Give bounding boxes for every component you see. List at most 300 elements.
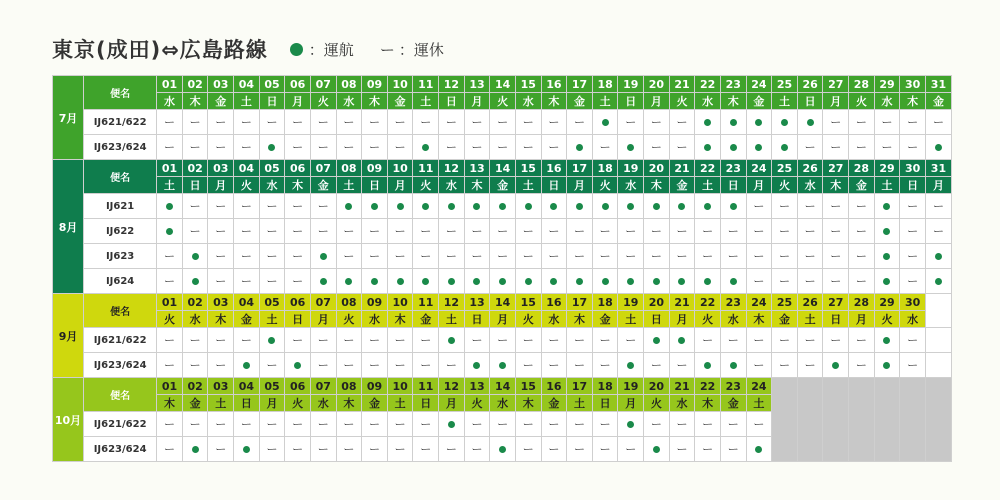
operate-dot-icon [653,337,660,344]
month-block-2 [53,160,952,294]
day-of-week: 月 [259,395,285,412]
suspend-cell: ー [746,219,772,244]
suspend-cell: ー [439,110,465,135]
suspend-cell: ー [413,244,439,269]
day-number: 19 [618,378,644,395]
day-number: 11 [413,76,439,93]
suspend-cell: ー [285,219,311,244]
day-number: 02 [182,160,208,177]
operate-cell [413,269,439,294]
suspend-cell: ー [772,328,798,353]
suspend-cell: ー [362,110,388,135]
day-of-week: 水 [259,177,285,194]
day-number: 22 [695,76,721,93]
suspend-cell: ー [720,412,746,437]
suspend-cell: ー [567,437,593,462]
operate-dot-icon [576,144,583,151]
suspend-cell: ー [823,269,849,294]
suspend-cell: ー [900,353,926,378]
operate-dot-icon [166,228,173,235]
suspend-cell: ー [669,412,695,437]
day-of-week: 金 [592,311,618,328]
day-of-week: 日 [720,177,746,194]
suspend-cell: ー [720,437,746,462]
flight-header-label: 便名 [84,378,157,412]
day-number: 19 [618,160,644,177]
suspend-cell: ー [208,328,234,353]
day-number: 14 [490,160,516,177]
suspend-cell: ー [285,437,311,462]
flight-number: IJ621/622 [84,328,157,353]
day-of-week: 水 [336,93,362,110]
suspend-cell: ー [336,244,362,269]
suspend-cell: ー [208,412,234,437]
day-number: 22 [695,160,721,177]
day-number: 03 [208,160,234,177]
operate-dot-icon [883,228,890,235]
operate-dot-icon [883,362,890,369]
day-number: 31 [925,76,951,93]
suspend-cell: ー [285,194,311,219]
empty-cell [925,328,951,353]
suspend-cell: ー [618,437,644,462]
day-number: 30 [900,76,926,93]
operate-dot-icon [627,278,634,285]
day-number: 21 [669,160,695,177]
flight-row [53,353,952,378]
flight-number: IJ623/624 [84,437,157,462]
day-number: 04 [234,76,260,93]
flight-row [53,194,952,219]
day-of-week: 木 [157,395,183,412]
operate-cell [925,269,951,294]
operate-cell [592,194,618,219]
suspend-cell: ー [234,269,260,294]
suspend-cell: ー [387,353,413,378]
suspend-cell: ー [336,110,362,135]
day-number: 12 [439,294,465,311]
day-number: 27 [823,294,849,311]
operate-cell [695,194,721,219]
operate-cell [336,269,362,294]
day-number: 16 [541,378,567,395]
day-of-week: 金 [387,93,413,110]
suspend-cell: ー [874,110,900,135]
suspend-cell: ー [439,353,465,378]
suspend-cell: ー [234,219,260,244]
suspend-cell: ー [797,244,823,269]
day-number: 07 [310,294,336,311]
operate-dot-icon [602,278,609,285]
operate-dot-icon [550,203,557,210]
operate-cell [874,219,900,244]
month-label: 9月 [53,294,84,378]
suspend-cell: ー [439,437,465,462]
suspend-cell: ー [567,244,593,269]
day-of-week: 火 [490,93,516,110]
day-of-week: 金 [208,93,234,110]
operate-cell [874,194,900,219]
day-of-week: 水 [797,177,823,194]
day-of-week: 木 [746,311,772,328]
operate-cell [490,269,516,294]
suspend-cell: ー [285,412,311,437]
day-number: 03 [208,294,234,311]
day-of-week: 月 [490,311,516,328]
operate-cell [336,194,362,219]
day-of-week: 日 [464,311,490,328]
day-of-week: 木 [644,177,670,194]
day-of-week: 火 [644,395,670,412]
operate-dot-icon [883,337,890,344]
flight-number: IJ623/624 [84,353,157,378]
suspend-cell: ー [310,353,336,378]
day-of-week: 土 [695,177,721,194]
day-of-week: 金 [669,177,695,194]
suspend-cell: ー [387,219,413,244]
suspend-cell: ー [669,353,695,378]
operate-dot-icon [730,144,737,151]
day-number: 05 [259,378,285,395]
suspend-cell: ー [490,328,516,353]
suspend-cell: ー [849,135,875,160]
suspend-cell: ー [618,328,644,353]
suspend-cell: ー [157,269,183,294]
day-number: 21 [669,378,695,395]
operate-dot-icon [935,278,942,285]
legend-suspend-label: ：運休 [398,40,444,59]
operate-cell [618,269,644,294]
suspend-cell: ー [849,244,875,269]
day-number: 09 [362,160,388,177]
suspend-cell: ー [823,219,849,244]
day-of-week: 木 [362,93,388,110]
day-of-week: 日 [439,93,465,110]
month-label: 8月 [53,160,84,294]
operate-cell [259,328,285,353]
suspend-cell: ー [669,244,695,269]
day-of-week: 金 [413,311,439,328]
day-of-week: 火 [285,395,311,412]
day-of-week: 木 [900,93,926,110]
day-of-week: 土 [413,93,439,110]
suspend-cell: ー [259,194,285,219]
day-of-week: 土 [592,93,618,110]
suspend-cell: ー [464,135,490,160]
operate-dot-icon [627,203,634,210]
day-number: 24 [746,160,772,177]
suspend-cell: ー [464,437,490,462]
day-of-week: 土 [234,93,260,110]
day-of-week: 日 [285,311,311,328]
day-of-week: 金 [567,93,593,110]
suspend-cell: ー [541,437,567,462]
suspend-cell: ー [849,194,875,219]
operate-cell [362,194,388,219]
operate-cell [515,194,541,219]
operate-dot-icon [320,253,327,260]
operate-cell [746,110,772,135]
operate-cell [234,353,260,378]
day-of-week: 月 [849,311,875,328]
operate-dot-icon [678,278,685,285]
operate-cell [695,110,721,135]
operate-dot-icon [192,278,199,285]
day-number: 25 [772,294,798,311]
day-number: 10 [387,378,413,395]
operate-cell [439,412,465,437]
day-of-week: 火 [669,93,695,110]
operate-cell [720,194,746,219]
day-of-week: 金 [541,395,567,412]
suspend-cell: ー [490,412,516,437]
suspend-cell: ー [464,412,490,437]
suspend-cell: ー [259,353,285,378]
legend [290,39,444,60]
suspend-cell: ー [387,328,413,353]
day-of-week: 木 [464,177,490,194]
suspend-cell: ー [490,219,516,244]
day-of-week: 土 [874,177,900,194]
day-of-week: 月 [618,395,644,412]
day-of-week: 土 [336,177,362,194]
operate-cell [157,219,183,244]
day-number: 01 [157,160,183,177]
suspend-cell: ー [182,412,208,437]
operate-dot-icon [473,203,480,210]
day-of-week: 火 [772,177,798,194]
day-number: 11 [413,160,439,177]
operate-cell [182,437,208,462]
operate-dot-icon [678,337,685,344]
day-number: 20 [644,378,670,395]
empty-cell [849,378,875,462]
suspend-cell: ー [259,269,285,294]
day-of-week: 火 [336,311,362,328]
suspend-cell: ー [310,194,336,219]
day-number: 12 [439,76,465,93]
day-of-week: 水 [310,395,336,412]
operate-dot-icon [704,278,711,285]
operate-dot-icon [243,362,250,369]
day-of-week: 火 [592,177,618,194]
suspend-cell: ー [900,135,926,160]
day-number: 09 [362,294,388,311]
suspend-cell: ー [644,110,670,135]
suspend-cell: ー [772,219,798,244]
suspend-cell: ー [208,219,234,244]
day-number: 31 [925,160,951,177]
flight-header-label: 便名 [84,160,157,194]
day-of-week: 火 [849,93,875,110]
day-of-week: 月 [439,395,465,412]
operate-dot-icon [371,203,378,210]
day-number: 18 [592,76,618,93]
suspend-cell: ー [797,219,823,244]
day-number: 14 [490,76,516,93]
day-of-week: 金 [310,177,336,194]
suspend-cell: ー [387,244,413,269]
suspend-cell: ー [592,437,618,462]
suspend-cell: ー [413,412,439,437]
suspend-cell: ー [720,219,746,244]
operate-dot-icon [422,144,429,151]
suspend-cell: ー [797,135,823,160]
suspend-cell: ー [925,194,951,219]
operate-cell [669,194,695,219]
day-number: 23 [720,160,746,177]
operate-cell [182,244,208,269]
suspend-cell: ー [515,110,541,135]
day-of-week: 日 [900,177,926,194]
empty-cell [772,378,798,462]
operate-cell [362,269,388,294]
suspend-cell: ー [592,244,618,269]
suspend-cell: ー [592,328,618,353]
suspend-cell: ー [644,244,670,269]
operate-cell [644,328,670,353]
empty-cell [900,378,926,462]
operate-cell [541,269,567,294]
day-of-week: 金 [925,93,951,110]
day-of-week: 月 [823,93,849,110]
operate-dot-icon [290,43,303,56]
flight-row [53,219,952,244]
operate-dot-icon [832,362,839,369]
day-of-week: 月 [746,177,772,194]
operate-dot-icon [704,362,711,369]
operate-dot-icon [473,278,480,285]
month-block-4 [53,378,952,462]
suspend-cell: ー [464,328,490,353]
operate-dot-icon [755,446,762,453]
operate-dot-icon [730,362,737,369]
day-of-week: 日 [797,93,823,110]
empty-cell [925,378,951,462]
operate-dot-icon [422,278,429,285]
day-number: 16 [541,294,567,311]
suspend-cell: ー [362,353,388,378]
day-number: 19 [618,76,644,93]
day-number: 11 [413,378,439,395]
flight-row [53,328,952,353]
day-number: 23 [720,294,746,311]
day-number: 01 [157,294,183,311]
day-number: 26 [797,294,823,311]
suspend-cell: ー [823,135,849,160]
day-number: 10 [387,160,413,177]
operate-cell [925,244,951,269]
operate-cell [618,194,644,219]
operate-cell [157,194,183,219]
operate-dot-icon [448,203,455,210]
suspend-cell: ー [336,219,362,244]
day-number: 03 [208,378,234,395]
suspend-cell: ー [849,219,875,244]
day-of-week: 金 [490,177,516,194]
operate-dot-icon [345,278,352,285]
suspend-cell: ー [746,244,772,269]
suspend-cell: ー [490,135,516,160]
suspend-cell: ー [387,110,413,135]
operate-dot-icon [602,203,609,210]
month-label: 7月 [53,76,84,160]
day-number: 24 [746,294,772,311]
suspend-cell: ー [925,219,951,244]
day-of-week: 木 [208,311,234,328]
day-of-week: 月 [208,177,234,194]
suspend-cell: ー [413,219,439,244]
suspend-cell: ー [234,244,260,269]
suspend-cell: ー [362,412,388,437]
operate-dot-icon [397,278,404,285]
day-number: 20 [644,294,670,311]
operate-cell [874,269,900,294]
suspend-cell: ー [772,244,798,269]
day-number: 22 [695,378,721,395]
suspend-cell: ー [310,219,336,244]
suspend-cell: ー [464,110,490,135]
operate-cell [592,269,618,294]
suspend-cell: ー [618,244,644,269]
day-of-week: 日 [259,93,285,110]
suspend-cell: ー [695,219,721,244]
suspend-cell: ー [592,412,618,437]
suspend-cell: ー [464,244,490,269]
flight-header-label: 便名 [84,76,157,110]
operate-dot-icon [243,446,250,453]
day-of-week: 日 [234,395,260,412]
day-of-week: 水 [439,177,465,194]
suspend-cell: ー [310,110,336,135]
operate-cell [310,269,336,294]
suspend-cell: ー [336,412,362,437]
suspend-cell: ー [592,135,618,160]
day-of-week: 火 [413,177,439,194]
operate-dot-icon [755,119,762,126]
suspend-cell: ー [900,194,926,219]
day-of-week: 火 [695,311,721,328]
suspend-cell: ー [208,269,234,294]
day-number: 24 [746,378,772,395]
day-number: 27 [823,160,849,177]
suspend-cell: ー [182,194,208,219]
day-number: 17 [567,294,593,311]
suspend-cell: ー [695,437,721,462]
day-number: 16 [541,160,567,177]
day-of-week: 火 [310,93,336,110]
day-of-week: 土 [208,395,234,412]
day-of-week: 日 [592,395,618,412]
operate-dot-icon [627,421,634,428]
suspend-cell: ー [387,135,413,160]
day-number: 30 [900,160,926,177]
legend-operate-label: ：運航 [308,40,354,59]
day-of-week: 金 [772,311,798,328]
flight-number: IJ622 [84,219,157,244]
day-number: 01 [157,378,183,395]
operate-dot-icon [499,203,506,210]
day-of-week: 土 [618,311,644,328]
suspend-cell: ー [234,412,260,437]
day-of-week: 木 [182,93,208,110]
suspend-cell: ー [234,194,260,219]
suspend-cell: ー [310,328,336,353]
suspend-cell: ー [823,244,849,269]
suspend-cell: ー [515,328,541,353]
operate-cell [464,269,490,294]
suspend-cell: ー [362,328,388,353]
